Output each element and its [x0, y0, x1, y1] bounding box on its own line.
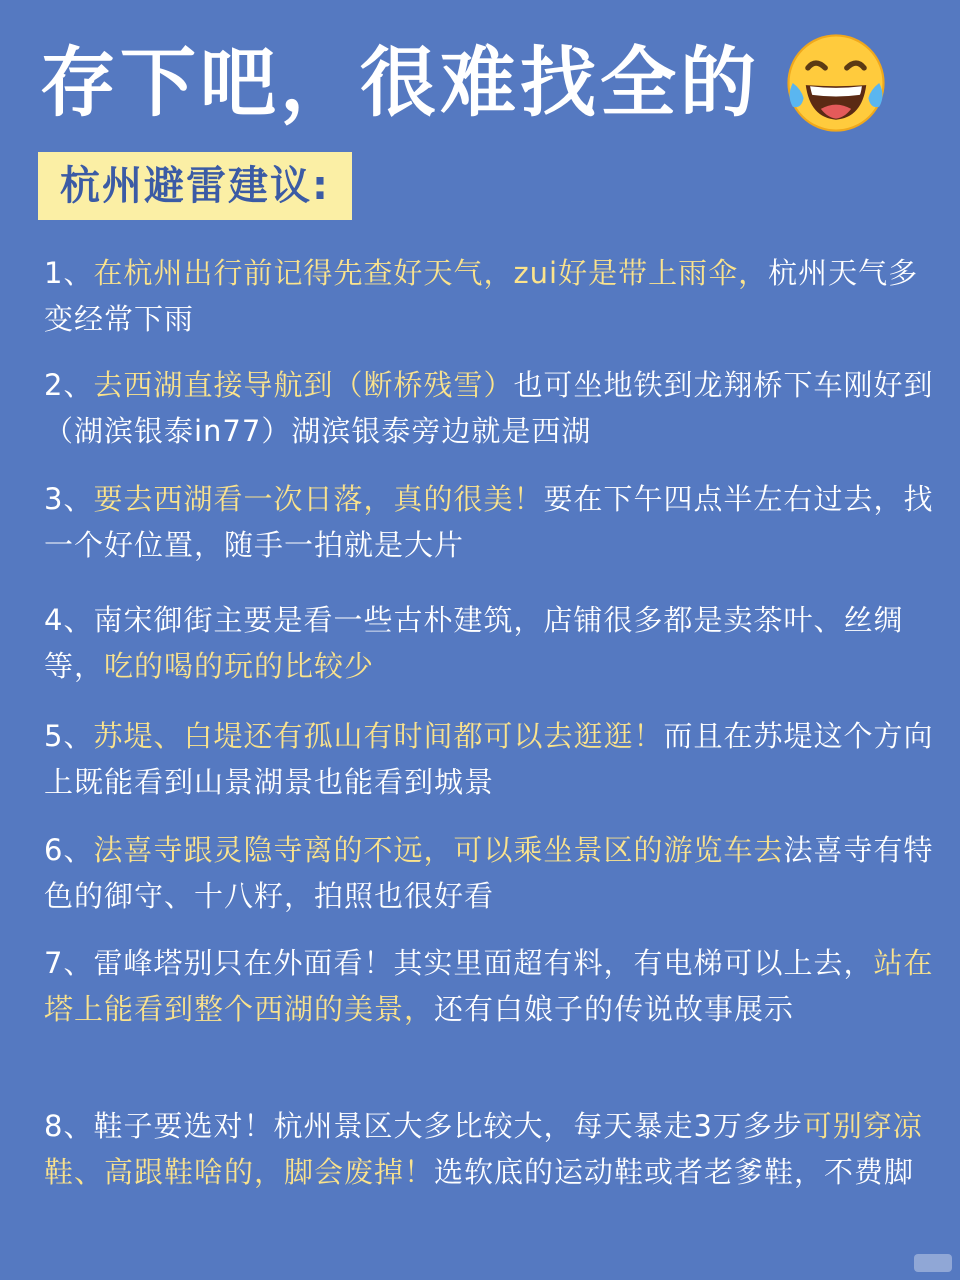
tip-number: 3、: [44, 482, 94, 516]
tip-5: [44, 713, 939, 805]
tip-number: 6、: [44, 833, 94, 867]
tip-highlight: 苏堤、白堤还有孤山有时间都可以去逛逛！: [93, 719, 664, 753]
tip-text: 雷峰塔别只在外面看！其实里面超有料，有电梯可以上去，: [93, 946, 874, 980]
tip-text: 鞋子要选对！杭州景区大多比较大，每天暴走3万多步: [93, 1109, 803, 1143]
tip-2: [44, 362, 939, 454]
tip-highlight: 站在塔上能看到整个西湖的美景，: [44, 946, 934, 1026]
section-subtitle: 杭州避雷建议:: [38, 152, 352, 220]
tip-4: [44, 597, 939, 689]
tip-text: 选软底的运动鞋或者老爹鞋，不费脚: [434, 1155, 915, 1189]
title-row: [40, 28, 890, 138]
tip-highlight: 去西湖直接导航到（断桥残雪）: [93, 368, 514, 402]
tip-highlight: 要去西湖看一次日落，真的很美！: [93, 482, 544, 516]
tip-number: 7、: [44, 946, 94, 980]
tip-number: 8、: [44, 1109, 94, 1143]
tip-1: [44, 250, 939, 342]
tip-7: [44, 940, 939, 1032]
tip-6: [44, 827, 939, 919]
tip-text: 法喜寺有特色的御守、十八籽，拍照也很好看: [44, 833, 934, 913]
tip-highlight: 在杭州出行前记得先查好天气，zui好是带上雨伞，: [93, 256, 769, 290]
tip-text: 而且在苏堤这个方向上既能看到山景湖景也能看到城景: [44, 719, 934, 799]
tip-number: 1、: [44, 256, 94, 290]
page-title: 存下吧，很难找全的: [40, 38, 760, 127]
tip-text: 要在下午四点半左右过去，找一个好位置，随手一拍就是大片: [44, 482, 934, 562]
tip-number: 5、: [44, 719, 94, 753]
tip-text: 南宋御街主要是看一些古朴建筑，店铺很多都是卖茶叶、丝绸等，: [44, 603, 904, 683]
tip-highlight: 吃的喝的玩的比较少: [104, 649, 375, 683]
tip-8: [44, 1103, 939, 1195]
face-with-tears-of-joy-icon: [782, 29, 890, 137]
watermark: [914, 1254, 952, 1272]
tip-highlight: 可别穿凉鞋、高跟鞋啥的，脚会废掉！: [44, 1109, 923, 1189]
tip-text: 还有白娘子的传说故事展示: [434, 992, 795, 1026]
tip-text: 也可坐地铁到龙翔桥下车刚好到（湖滨银泰in77）湖滨银泰旁边就是西湖: [44, 368, 934, 448]
tip-3: [44, 476, 939, 568]
tip-number: 4、: [44, 603, 94, 637]
tip-number: 2、: [44, 368, 94, 402]
tip-highlight: 法喜寺跟灵隐寺离的不远，可以乘坐景区的游览车去: [93, 833, 784, 867]
tip-text: 杭州天气多变经常下雨: [44, 256, 919, 336]
